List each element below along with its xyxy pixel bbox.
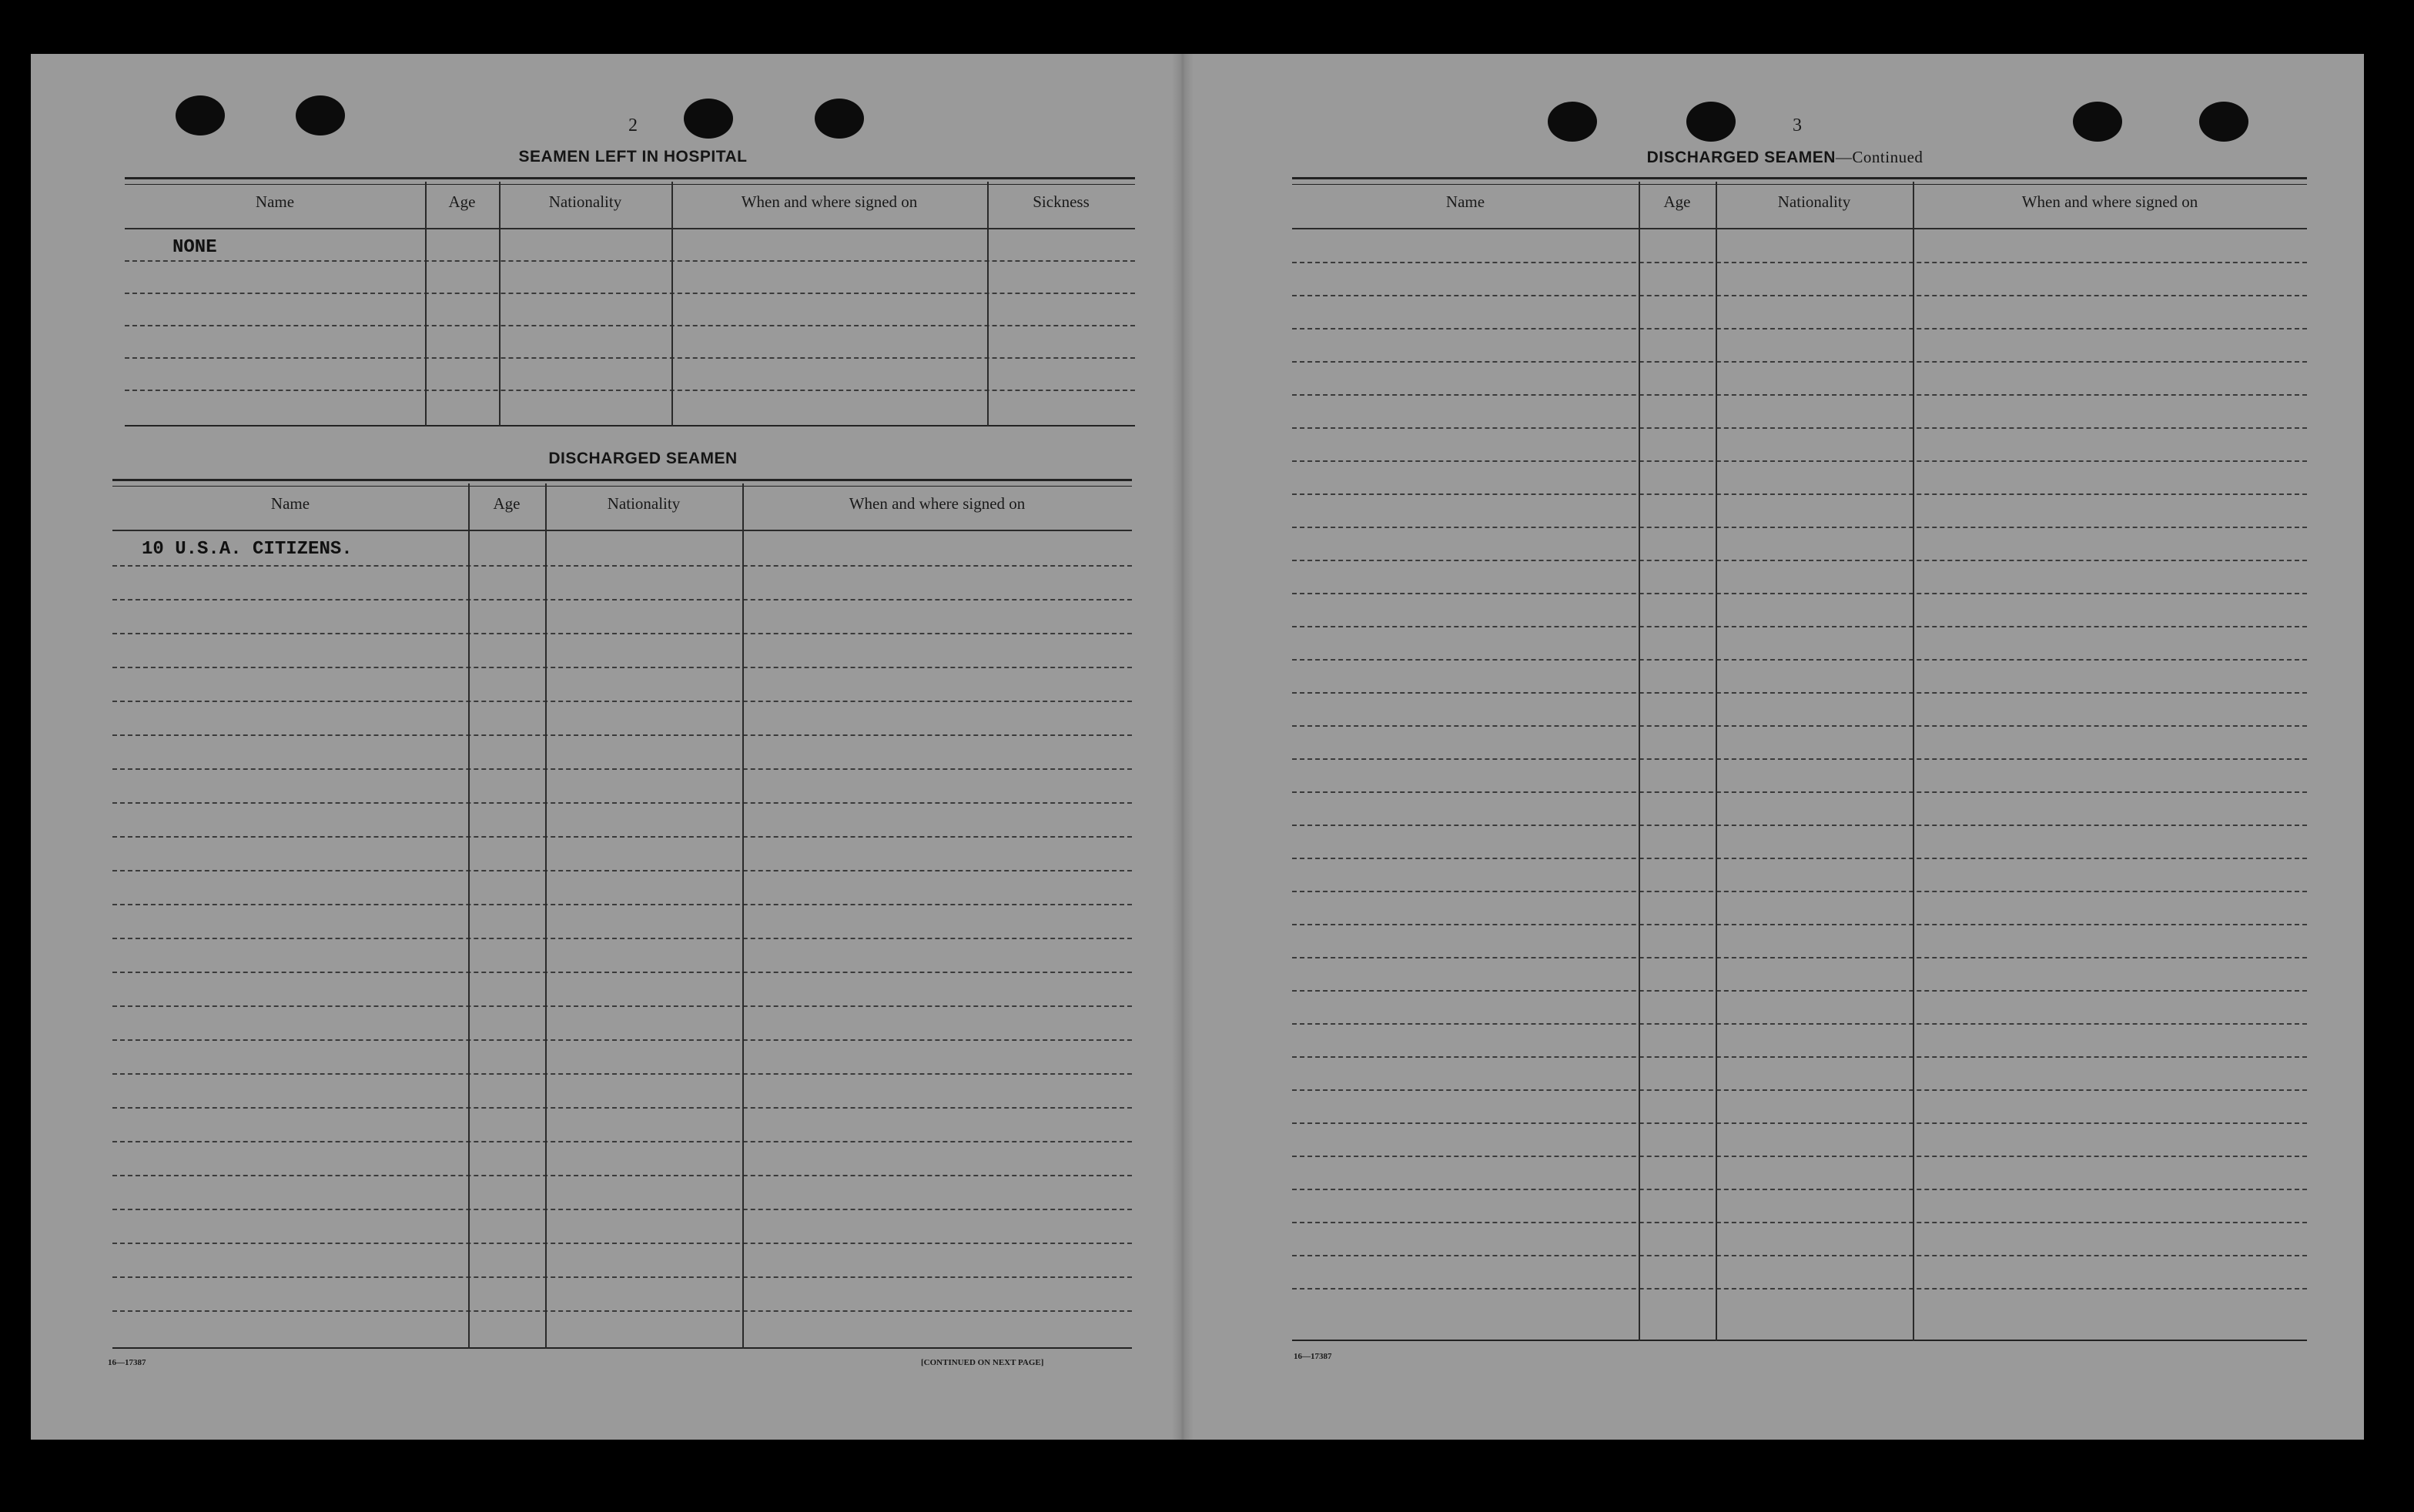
row-rule [1292,1023,2307,1025]
row-rule [112,1073,1132,1075]
row-rule [112,870,1132,871]
continued-note: [CONTINUED ON NEXT PAGE] [921,1358,1044,1367]
row-rule [112,565,1132,567]
row-rule [1292,593,2307,594]
column-divider [1716,182,1717,1341]
row-rule [112,1005,1132,1007]
discharged-entry-name: 10 U.S.A. CITIZENS. [142,539,353,560]
row-rule [1292,262,2307,263]
left-page-number: 2 [628,115,638,135]
row-rule [112,701,1132,702]
row-rule [112,836,1132,838]
row-rule [125,293,1135,294]
column-header-nationality: Nationality [548,192,622,211]
hospital-table [125,177,1135,431]
row-rule [112,599,1132,600]
column-header-signed-on: When and where signed on [741,192,918,211]
row-rule [125,390,1135,391]
row-rule [112,734,1132,736]
row-rule [1292,427,2307,429]
right-page-number: 3 [1793,115,1802,135]
punch-hole [296,95,345,135]
table-top-rule [112,479,1132,487]
row-rule [1292,1189,2307,1190]
column-header-signed-on: When and where signed on [2021,192,2198,211]
column-header-name: Name [255,192,295,211]
table-top-rule [1292,177,2307,185]
row-rule [1292,1089,2307,1091]
row-rule [1292,924,2307,925]
row-rule [1292,990,2307,992]
column-divider [671,182,673,427]
row-rule [112,1310,1132,1312]
row-rule [1292,957,2307,958]
row-rule [1292,1056,2307,1058]
column-header-sickness: Sickness [1033,192,1090,211]
row-rule [125,260,1135,262]
row-rule [112,1276,1132,1278]
column-header-name: Name [270,494,310,513]
header-rule [1292,228,2307,229]
column-divider [1913,182,1914,1341]
punch-hole [1686,102,1736,142]
punch-hole [176,95,225,135]
row-rule [1292,692,2307,694]
header-rule [125,228,1135,229]
column-header-name: Name [1445,192,1485,211]
discharged-continued-title [1508,148,2062,167]
column-divider [468,483,470,1349]
right-form-number: 16—17387 [1294,1352,1332,1361]
row-rule [1292,1255,2307,1256]
row-rule [1292,394,2307,396]
row-rule [112,768,1132,770]
column-divider [742,483,744,1349]
column-header-signed-on: When and where signed on [849,494,1026,513]
title-main: DISCHARGED SEAMEN [1646,149,1836,166]
row-rule [1292,1222,2307,1223]
row-rule [112,667,1132,668]
punch-hole [2199,102,2248,142]
column-header-age: Age [448,192,476,211]
row-rule [1292,659,2307,661]
row-rule [1292,858,2307,859]
row-rule [112,972,1132,973]
table-bottom-rule [125,425,1135,427]
hospital-entry-name: NONE [172,237,217,258]
row-rule [112,802,1132,804]
row-rule [112,633,1132,634]
table-top-rule [125,177,1135,185]
row-rule [1292,891,2307,892]
row-rule [112,1141,1132,1142]
title-continued: —Continued [1835,148,1923,166]
row-rule [1292,1156,2307,1157]
hospital-section-title: SEAMEN LEFT IN HOSPITAL [518,148,748,166]
row-rule [112,1175,1132,1176]
row-rule [1292,295,2307,296]
discharged-table [112,479,1132,1352]
row-rule [112,904,1132,905]
row-rule [1292,1122,2307,1124]
row-rule [125,357,1135,359]
column-divider [987,182,989,427]
column-header-nationality: Nationality [1777,192,1851,211]
punch-hole [1548,102,1597,142]
row-rule [1292,825,2307,826]
column-header-age: Age [1663,192,1691,211]
punch-hole [2073,102,2122,142]
row-rule [1292,328,2307,329]
row-rule [1292,1288,2307,1290]
row-rule [1292,527,2307,528]
table-bottom-rule [112,1347,1132,1349]
row-rule [112,938,1132,939]
row-rule [1292,725,2307,727]
row-rule [1292,758,2307,760]
table-bottom-rule [1292,1340,2307,1341]
row-rule [112,1107,1132,1109]
left-form-number: 16—17387 [108,1358,146,1367]
column-header-age: Age [493,494,521,513]
row-rule [112,1209,1132,1210]
column-divider [545,483,547,1349]
column-divider [425,182,427,427]
row-rule [112,1039,1132,1041]
row-rule [1292,560,2307,561]
discharged-section-title: DISCHARGED SEAMEN [548,450,738,467]
row-rule [1292,626,2307,627]
punch-hole [684,99,733,139]
column-divider [499,182,501,427]
column-divider [1639,182,1640,1341]
row-rule [112,1243,1132,1244]
row-rule [1292,493,2307,495]
punch-hole [815,99,864,139]
row-rule [125,325,1135,326]
column-header-nationality: Nationality [607,494,681,513]
discharged-continued-table [1292,177,2307,1347]
page-fold [1172,54,1194,1440]
row-rule [1292,791,2307,793]
row-rule [1292,460,2307,462]
header-rule [112,530,1132,531]
row-rule [1292,361,2307,363]
